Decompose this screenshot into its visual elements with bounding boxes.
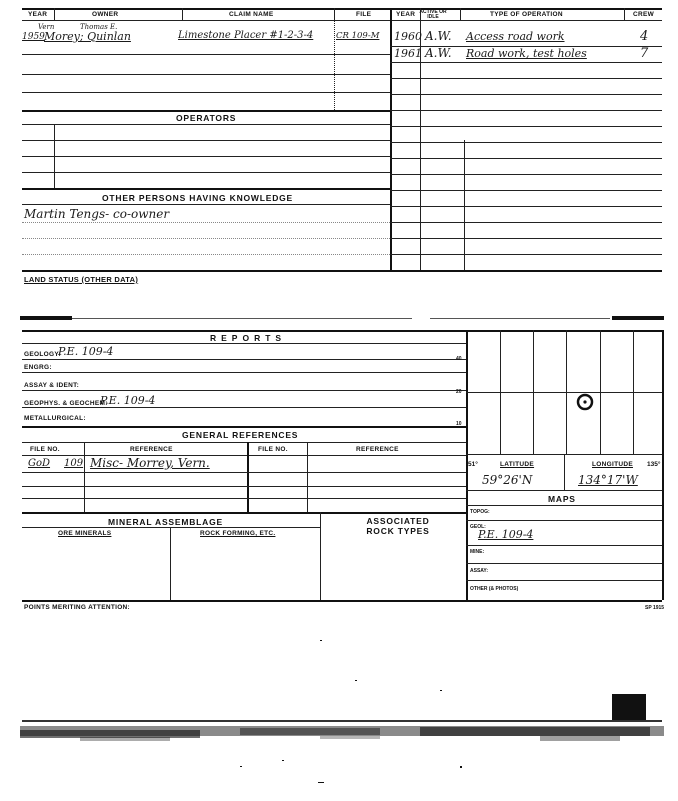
ref-header-file-no: FILE NO.: [30, 446, 60, 453]
assay-map-label: ASSAY:: [470, 568, 489, 574]
operation-year: 1960: [394, 30, 422, 43]
header-active-or-idle: ACTIVE OR IDLE: [419, 9, 447, 20]
ref-header-reference: REFERENCE: [130, 446, 173, 453]
header-year-2: YEAR: [396, 11, 416, 18]
owner-first-name: Vern: [38, 23, 55, 31]
longitude-label: LONGITUDE: [592, 461, 633, 468]
header-year: YEAR: [28, 11, 48, 18]
operation-year: 1961: [394, 47, 422, 60]
engrg-label: ENGRG:: [24, 364, 52, 371]
header-owner: OWNER: [92, 11, 119, 18]
geol-label: GEOL:: [470, 524, 486, 530]
claim-name: Limestone Placer #1-2-3-4: [178, 30, 314, 41]
mine-label: MINE:: [470, 549, 485, 555]
reference-file-no-b: 109: [64, 458, 84, 469]
header-claim-name: CLAIM NAME: [229, 11, 274, 18]
operation-status: A.W.: [425, 29, 452, 43]
geophys-label: GEOPHYS. & GEOCHEM:: [24, 400, 108, 407]
maps-title: MAPS: [548, 494, 576, 504]
scale-10: 10: [456, 421, 462, 427]
scale-20: 20: [456, 389, 462, 395]
longitude-value: 134°17'W: [578, 473, 638, 487]
header-file: FILE: [356, 11, 372, 18]
assay-ident-label: ASSAY & IDENT:: [24, 382, 80, 389]
operation-crew: 4: [640, 29, 649, 44]
other-persons-title: OTHER PERSONS HAVING KNOWLEDGE: [102, 193, 294, 203]
points-meriting-attention: POINTS MERITING ATTENTION:: [24, 604, 131, 611]
operation-type: Access road work: [466, 30, 565, 43]
header-crew: CREW: [633, 11, 655, 18]
header-type-of-operation: TYPE OF OPERATION: [490, 11, 563, 18]
topog-label: TOPOG:: [470, 509, 490, 515]
scan-edge-noise: [20, 724, 664, 746]
operation-type: Road work, test holes: [466, 47, 587, 60]
geol-value: P.E. 109-4: [478, 528, 534, 541]
owner-year: 1959: [22, 32, 45, 42]
reports-title: REPORTS: [210, 333, 287, 343]
scale-40: 40: [456, 356, 462, 362]
reference-text: Misc- Morrey, Vern.: [90, 456, 210, 470]
geophys-value: P.E. 109-4: [100, 394, 156, 407]
associated-rock-types: ASSOCIATED ROCK TYPES: [366, 516, 430, 536]
geology-label: GEOLOGY:: [24, 351, 61, 358]
other-persons-value: Martin Tengs- co-owner: [24, 207, 170, 221]
claim-file: CR 109-M: [336, 31, 380, 41]
ore-minerals-header: ORE MINERALS: [58, 530, 112, 537]
latitude-value: 59°26'N: [482, 473, 533, 487]
rock-forming-header: ROCK FORMING, ETC.: [200, 530, 276, 537]
ref-header-reference-2: REFERENCE: [356, 446, 399, 453]
land-status-label: LAND STATUS (OTHER DATA): [24, 275, 139, 284]
metallurgical-label: METALLURGICAL:: [24, 415, 86, 422]
reference-file-no-a: GoD: [28, 458, 51, 469]
operation-status: A.W.: [425, 46, 452, 60]
operators-title: OPERATORS: [176, 113, 237, 123]
mineral-assemblage-title: MINERAL ASSEMBLAGE: [108, 517, 223, 527]
latitude-edge: 51°: [468, 461, 478, 468]
owner-names: Morey; Quinlan: [44, 30, 131, 43]
latitude-label: LATITUDE: [500, 461, 535, 468]
owner-second-name: Thomas E.: [80, 23, 118, 31]
location-marker-icon: [574, 391, 596, 413]
ref-header-file-no-2: FILE NO.: [258, 446, 288, 453]
geology-value: P.E. 109-4: [58, 345, 114, 358]
longitude-edge: 135°: [647, 461, 661, 468]
general-references-title: GENERAL REFERENCES: [182, 430, 299, 440]
operation-crew: 7: [640, 46, 649, 61]
other-photos-label: OTHER (& PHOTOS): [470, 586, 519, 592]
form-number: SP 1915: [645, 605, 665, 611]
